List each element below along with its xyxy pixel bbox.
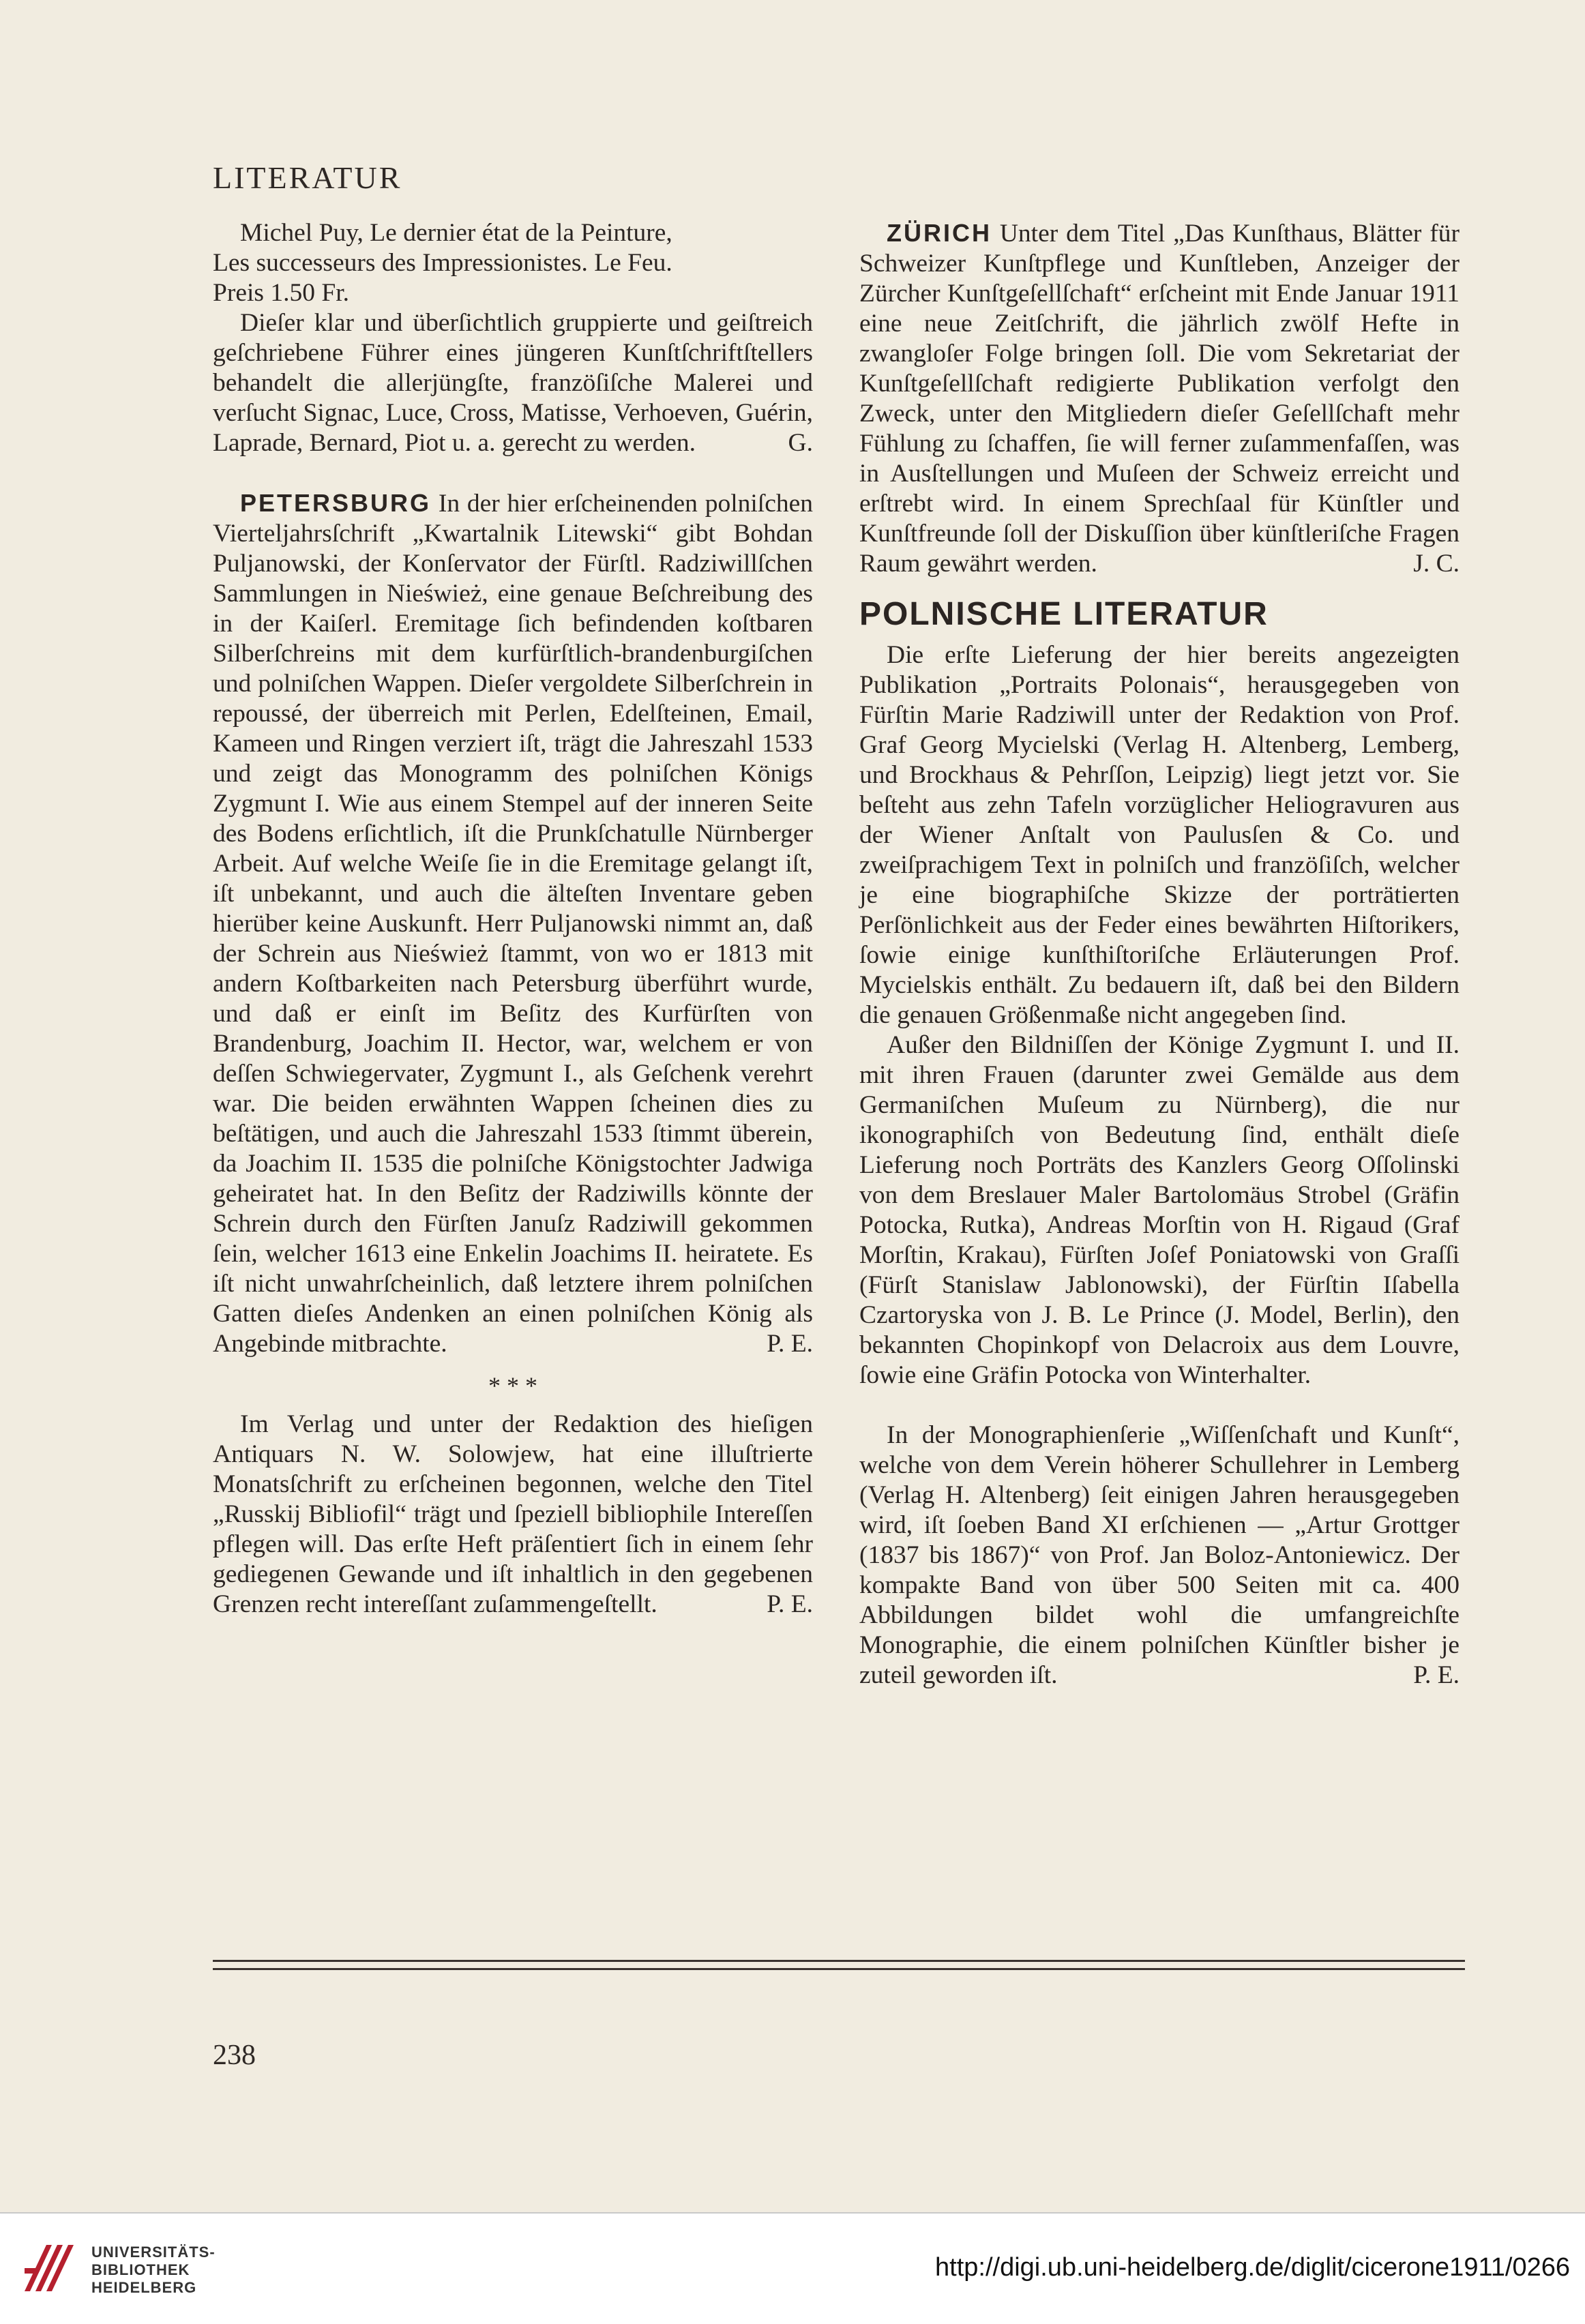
library-name-line-3: HEIDELBERG bbox=[91, 2279, 197, 2296]
university-library-logo-icon bbox=[20, 2241, 75, 2295]
review-title bbox=[213, 218, 813, 308]
spacer bbox=[859, 1390, 1460, 1420]
library-name-line-1: UNIVERSITÄTS- bbox=[91, 2244, 216, 2261]
polnische-signature: P. E. bbox=[1413, 1661, 1460, 1689]
zurich-heading: ZÜRICH bbox=[887, 219, 992, 247]
russkij-signature: P. E. bbox=[767, 1590, 813, 1618]
review-title-line-3: Preis 1.50 Fr. bbox=[213, 279, 350, 307]
footer-rule-bottom bbox=[213, 1968, 1465, 1970]
left-column bbox=[213, 218, 813, 1620]
review-paragraph bbox=[213, 308, 813, 458]
right-column bbox=[859, 218, 1460, 1690]
polnische-literatur-heading: POLNISCHE LITERATUR bbox=[859, 596, 1269, 632]
running-head: LITERATUR bbox=[213, 160, 402, 195]
review-body: Dieſer klar und überſichtlich gruppierte und geiſtreich geſchriebene Führer eines jüngeren Kunſtſchriftſtellers behandelt die allerjüngſte, franzöſiſche Malerei und verſucht Signac, Luce, Cross, Matisse, Verhoeven, Guérin, Laprade, Bernard, Piot u. a. gerecht zu werden. bbox=[213, 309, 813, 457]
review-title-line-1: Michel Puy, Le dernier état de la Peinture, bbox=[240, 219, 672, 247]
source-url-link[interactable]: http://digi.ub.uni-heidelberg.de/diglit/cicerone1911/0266 bbox=[935, 2253, 1570, 2282]
zurich-signature: J. C. bbox=[1413, 550, 1460, 578]
petersburg-paragraph bbox=[213, 488, 813, 1359]
russkij-paragraph bbox=[213, 1410, 813, 1620]
spacer bbox=[213, 458, 813, 488]
page-number: 238 bbox=[213, 2040, 256, 2071]
zurich-body: Unter dem Titel „Das Kunſthaus, Blätter für Schweizer Kunſtpflege und Kunſtleben, Anzeiger der Zürcher Kunſtgeſellſchaft“ erſcheint mit Ende Januar 1911 eine neue Zeitſchrift, die jährlich zwölf Hefte in zwangloſer Folge bringen ſoll. Die vom Sekretariat der Kunſtgeſellſchaft redigierte Publikation verfolgt den Zweck, unter den Mitgliedern dieſer Geſellſchaft mehr Fühlung zu ſchaffen, ſie will ferner zuſammenfaſſen, was in Ausſtellungen und Muſeen der Schweiz erreicht und erſtrebt wird. In einem Sprechſaal für Künſtler und Kunſtfreunde ſoll der Diskuſſion über künſtleriſche Fragen Raum gewährt werden. bbox=[859, 220, 1460, 578]
polnische-paragraph-1: Die erſte Lieferung der hier bereits angezeigten Publikation „Portraits Polonais“, herausgegeben von Fürſtin Marie Radziwill unter der Redaktion von Prof. Graf Georg Mycielski (Verlag H. Altenberg, Lemberg, und Brockhaus & Pehrſſon, Leipzig) liegt jetzt vor. Sie beſteht aus zehn Tafeln vorzüglicher Heliogravuren aus der Wiener Anſtalt von Paulusſen & Co. und zweiſprachigem Text in polniſch und franzöſiſch, welcher je eine biographiſche Skizze der porträtierten Perſönlichkeit aus der Feder eines bewährten Hiſtorikers, ſowie einige kunſthiſtoriſche Erläuterungen Prof. Mycielskis enthält. Zu bedauern iſt, daß bei den Bildern die genauen Größenmaße nicht angegeben ſind. bbox=[859, 641, 1460, 1029]
library-name-line-2: BIBLIOTHEK bbox=[91, 2261, 190, 2278]
polnische-paragraph-3 bbox=[859, 1420, 1460, 1690]
library-name bbox=[91, 2244, 216, 2297]
petersburg-heading: PETERSBURG bbox=[240, 489, 432, 517]
russkij-body: Im Verlag und unter der Redaktion des hieſigen Antiquars N. W. Solowjew, hat eine illuſtrierte Monatsſchrift zu erſcheinen begonnen, welche den Titel „Russkij Bibliofil“ trägt und ſpeziell bibliophile Intereſſen pflegen will. Das erſte Heft präſentiert ſich in einem ſehr gediegenen Gewande und iſt inhaltlich in den gegebenen Grenzen recht intereſſant zuſammengeſtellt. bbox=[213, 1410, 813, 1618]
review-signature: G. bbox=[788, 429, 813, 457]
polnische-paragraph-2: Außer den Bildniſſen der Könige Zygmunt I. und II. mit ihren Frauen (darunter zwei Gemälde aus dem Germaniſchen Muſeum zu Nürnberg), die nur ikonographiſch von Bedeutung ſind, enthält dieſe Lieferung noch Porträts des Kanzlers Georg Oſſolinski von dem Breslauer Maler Bartolomäus Strobel (Gräfin Potocka, Rutka), Andreas Morſtin von H. Rigaud (Graf Morſtin, Krakau), Fürſten Joſef Poniatowski von Graſſi (Fürſt Stanislaw Jablonowski), der Fürſtin Iſabella Czartoryska von J. B. Le Prince (J. Model, Berlin), den bekannten Chopinkopf von Delacroix aus dem Louvre, ſowie eine Gräfin Potocka von Winterhalter. bbox=[859, 1031, 1460, 1389]
petersburg-body: In der hier erſcheinenden polniſchen Vierteljahrsſchrift „Kwartalnik Litewski“ gibt Bohdan Puljanowski, der Konſervator der Fürſtl. Radziwillſchen Sammlungen in Nieśwież, eine genaue Beſchreibung des in der Kaiſerl. Eremitage ſich befindenden koſtbaren Silberſchreins mit dem kurfürſtlich-brandenburgiſchen und polniſchen Wappen. Dieſer vergoldete Silberſchrein in repoussé, der überreich mit Perlen, Edelſteinen, Email, Kameen und Ringen verziert iſt, trägt die Jahreszahl 1533 und zeigt das Monogramm des polniſchen Königs Zygmunt I. Wie aus einem Stempel auf der inneren Seite des Bodens erſichtlich, iſt die Prunkſchatulle Nürnberger Arbeit. Auf welche Weiſe ſie in die Eremitage gelangt iſt, iſt unbekannt, und auch die älteſten Inventare geben hierüber keine Auskunft. Herr Puljanowski nimmt an, daß der Schrein aus Nieśwież ſtammt, von wo er 1813 mit andern Koſtbarkeiten nach Petersburg überführt wurde, und daß er einſt im Beſitz des Kurfürſten von Brandenburg, Joachim II. Hector, war, welchem er von deſſen Schwiegervater, Zygmunt I., als Geſchenk verehrt war. Die beiden erwähnten Wappen ſcheinen dies zu beſtätigen, und auch die Jahreszahl 1533 ſtimmt überein, da Joachim II. 1535 die polniſche Königstochter Jadwiga geheiratet hat. In den Beſitz der Radziwills könnte der Schrein durch den Fürſten Januſz Radziwill gekommen ſein, welcher 1613 eine Enkelin Joachims II. heiratete. Es iſt nicht unwahrſcheinlich, daß letztere ihrem polniſchen Gatten dieſes Andenken an einen polniſchen König als Angebinde mitbrachte. bbox=[213, 490, 814, 1358]
zurich-paragraph bbox=[859, 218, 1460, 579]
petersburg-signature: P. E. bbox=[767, 1330, 813, 1358]
digitization-footer bbox=[0, 2212, 1585, 2324]
review-title-line-2: Les successeurs des Impressionistes. Le Feu. bbox=[213, 249, 672, 277]
section-separator: * * * bbox=[488, 1372, 537, 1399]
polnische-paragraph-3-body: In der Monographienſerie „Wiſſenſchaft und Kunſt“, welche von dem Verein höherer Schullehrer in Lemberg (Verlag H. Altenberg) ſeit einigen Jahren herausgegeben wird, iſt ſoeben Band XI erſchienen — „Artur Grottger (1837 bis 1867)“ von Prof. Jan Boloz-Antoniewicz. Der kompakte Band von über 500 Seiten mit ca. 400 Abbildungen bildet wohl die umfangreichſte Monographie, die einem polniſchen Künſtler bisher je zuteil geworden iſt. bbox=[859, 1421, 1460, 1689]
footer-rule-top bbox=[213, 1960, 1465, 1962]
